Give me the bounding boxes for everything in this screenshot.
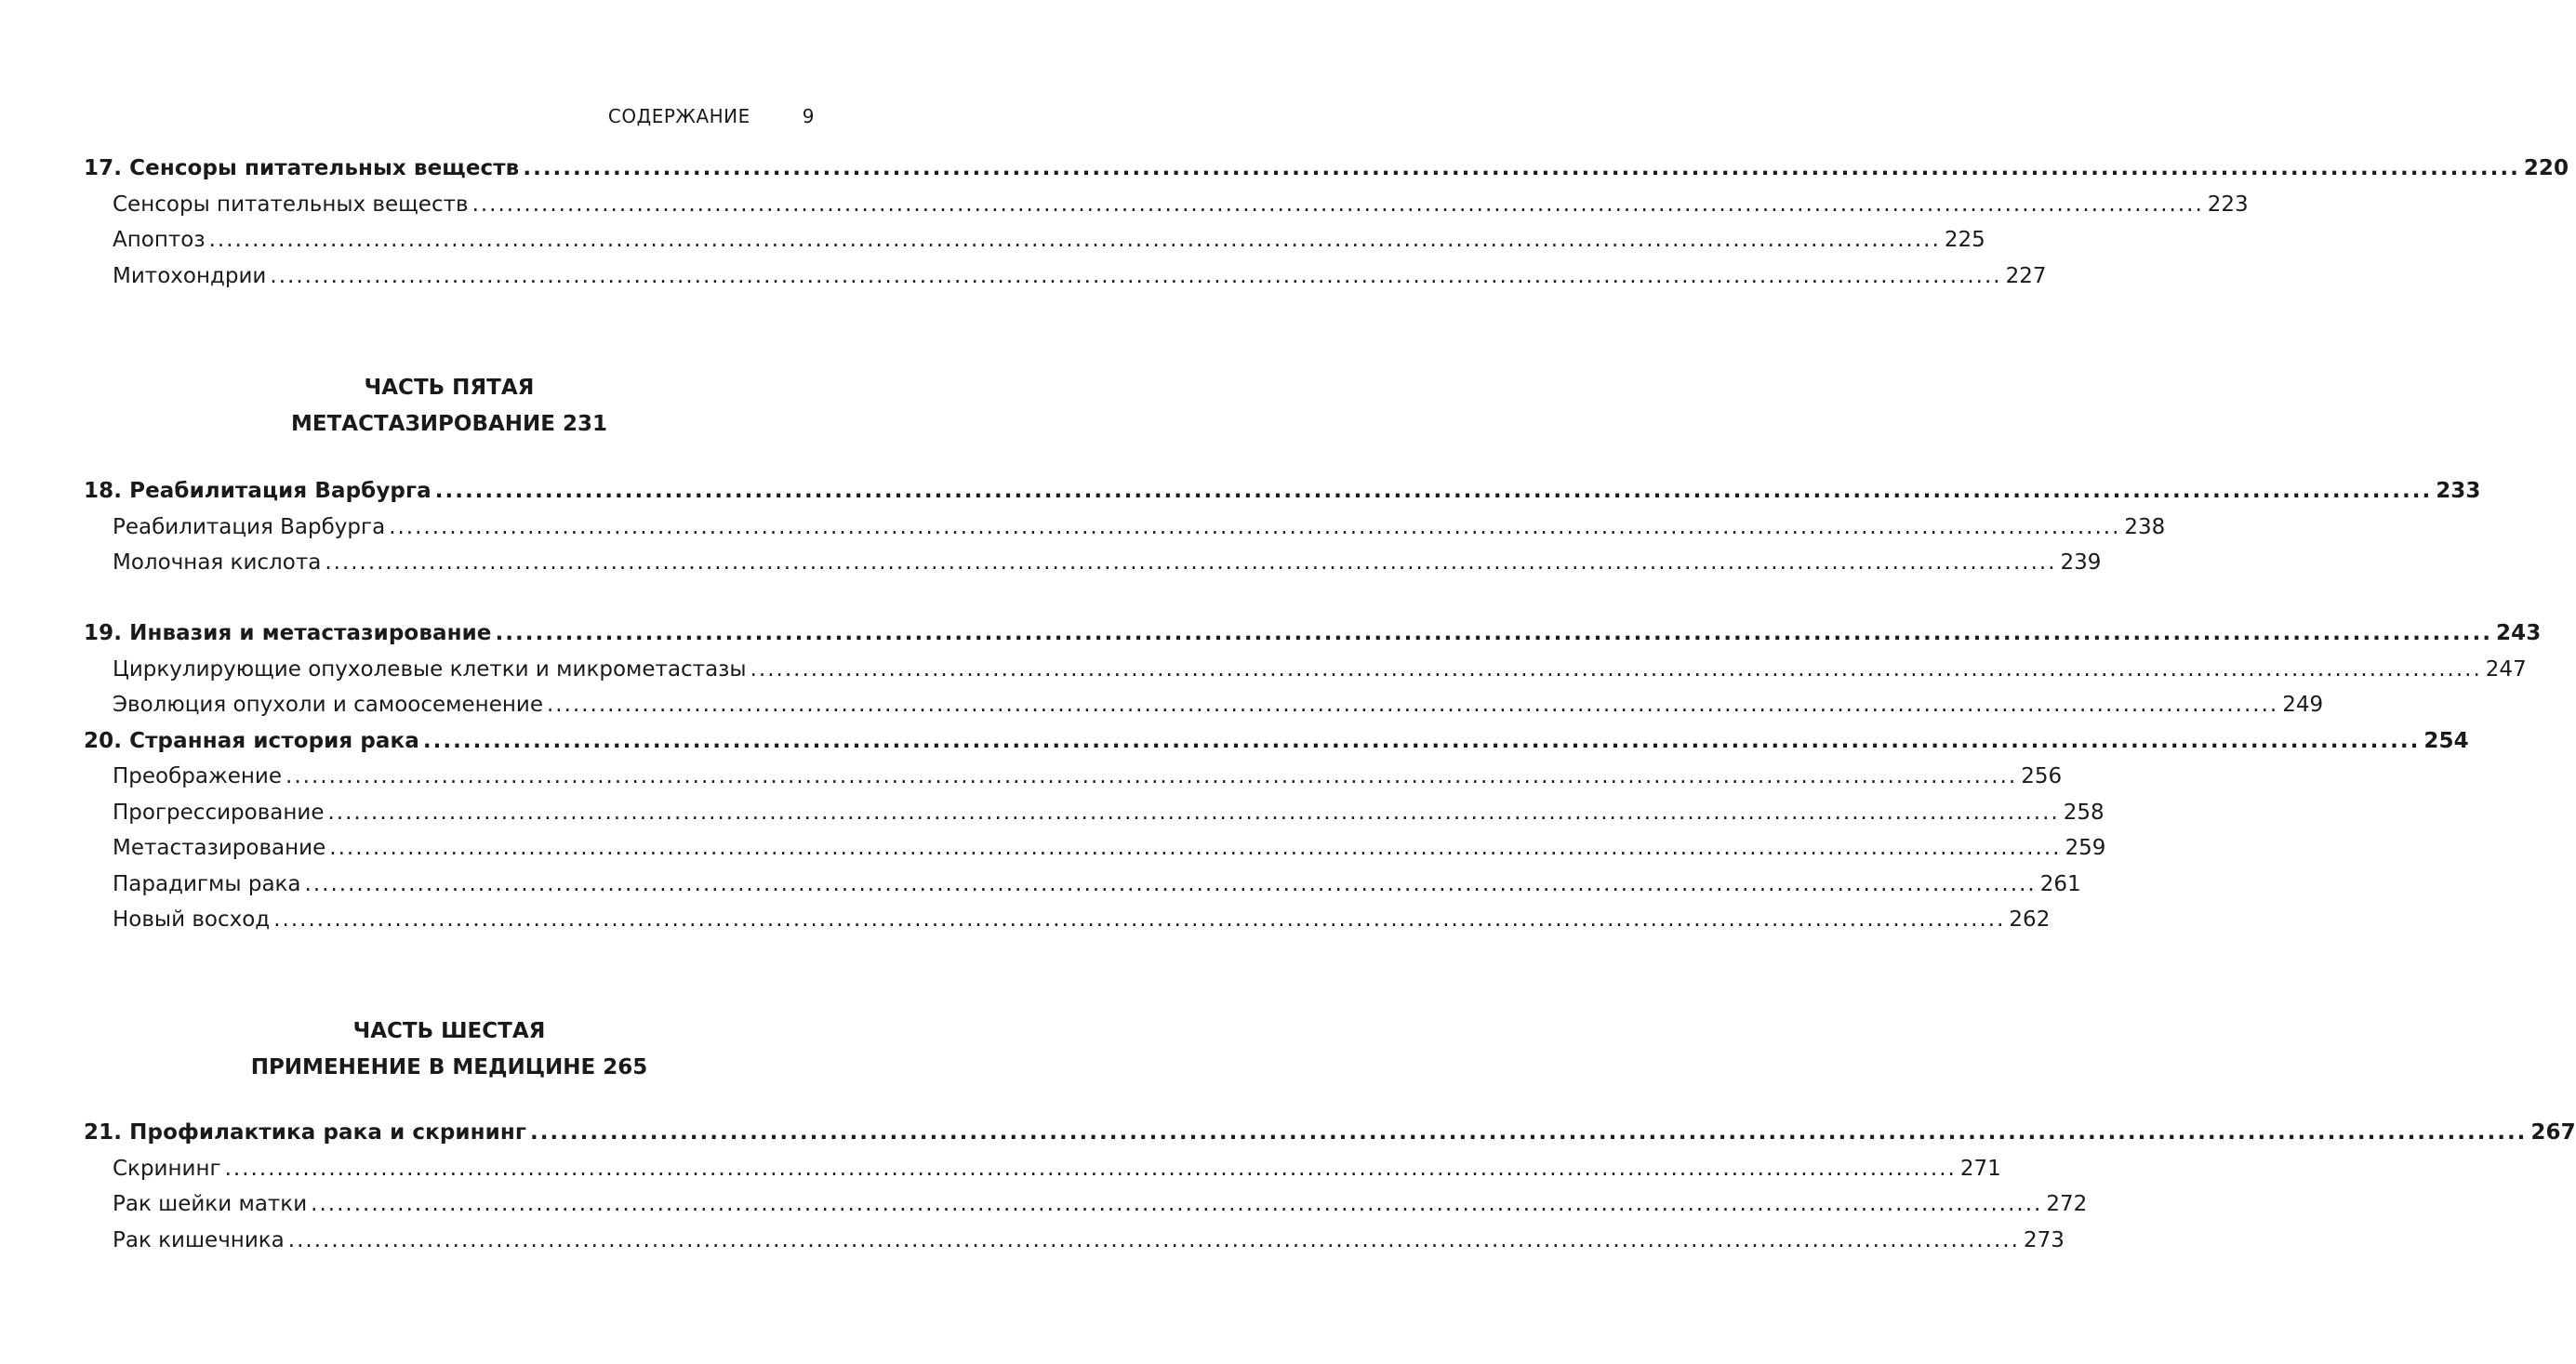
dot-leader: ........................................................................................................................................................................................................ [285, 764, 2018, 788]
dot-leader: ........................................................................................................................................................................................................ [311, 1192, 2043, 1216]
dot-leader: ........................................................................................................................................................................................................ [224, 1156, 1957, 1181]
dot-leader: ........................................................................................................................................................................................................ [523, 156, 2520, 180]
toc-subentry[interactable] [84, 263, 2047, 300]
toc-subentry-page: 249 [2282, 693, 2324, 717]
toc-subentry[interactable] [84, 693, 2324, 729]
dot-leader: ........................................................................................................................................................................................................ [287, 1227, 2020, 1252]
dot-leader: ........................................................................................................................................................................................................ [495, 621, 2492, 645]
toc-subentry-title: Реабилитация Варбурга [113, 514, 386, 539]
toc-chapter-page: 220 [2523, 156, 2569, 180]
toc-subentry-page: 261 [2039, 871, 2081, 896]
toc-chapter-title: 17. Сенсоры питательных веществ [84, 156, 520, 180]
toc-subentry[interactable] [84, 1227, 2065, 1265]
dot-leader: ........................................................................................................................................................................................................ [329, 836, 2062, 860]
toc-chapter-title: 18. Реабилитация Варбурга [84, 479, 432, 503]
toc-subentry-title: Скрининг [113, 1156, 221, 1181]
toc-chapter-entry[interactable] [84, 479, 2481, 515]
toc-subentry-page: 262 [2009, 907, 2051, 932]
toc-subentry[interactable] [84, 836, 2106, 872]
part-subtitle: ПРИМЕНЕНИЕ В МЕДИЦИНЕ 265 [250, 1055, 648, 1079]
running-head [84, 105, 815, 127]
toc-subentry-page: 259 [2065, 836, 2106, 860]
toc-subentry-title: Новый восход [113, 907, 271, 932]
toc-subentry-title: Митохондрии [113, 263, 267, 288]
toc-chapter-entry[interactable] [84, 1120, 2576, 1157]
toc-subentry[interactable] [84, 228, 1985, 264]
toc-subentry-page: 247 [2485, 656, 2527, 682]
toc-subentry-title: Парадигмы рака [113, 871, 301, 896]
toc-chapter-title: 19. Инвазия и метастазирование [84, 621, 492, 645]
running-head-page-number: 9 [802, 105, 815, 127]
dot-leader: ........................................................................................................................................................................................................ [529, 1120, 2528, 1145]
toc-section-chapter-17 [84, 156, 2569, 299]
toc-section-chapter-18 [84, 479, 2481, 587]
toc-chapter-entry[interactable] [84, 728, 2469, 765]
toc-subentry[interactable] [84, 800, 2105, 837]
toc-subentry-page: 239 [2060, 550, 2102, 575]
toc-subentry[interactable] [84, 1192, 2088, 1228]
toc-subentry-page: 256 [2021, 764, 2063, 788]
toc-subentry[interactable] [84, 656, 2527, 694]
toc-subentry-page: 258 [2063, 800, 2105, 825]
toc-subentry[interactable] [84, 514, 2166, 551]
toc-subentry-title: Эволюция опухоли и самоосеменение [113, 693, 543, 717]
toc-chapter-entry[interactable] [84, 621, 2542, 657]
toc-subentry-title: Метастазирование [113, 836, 326, 860]
toc-subentry-title: Преображение [113, 764, 283, 788]
toc-chapter-page: 267 [2530, 1120, 2576, 1145]
dot-leader: ........................................................................................................................................................................................................ [327, 800, 2060, 825]
toc-subentry-title: Апоптоз [113, 228, 206, 252]
toc-subentry[interactable] [84, 550, 2102, 587]
toc-subentry-page: 273 [2023, 1227, 2065, 1252]
toc-subentry[interactable] [84, 1156, 2001, 1193]
toc-subentry-page: 238 [2124, 514, 2166, 539]
part-heading-six [84, 1013, 815, 1086]
toc-subentry-page: 271 [1959, 1156, 2001, 1181]
toc-subentry-title: Прогрессирование [113, 800, 325, 825]
toc-subentry-page: 225 [1944, 228, 1985, 252]
toc-subentry[interactable] [84, 871, 2081, 908]
dot-leader: ........................................................................................................................................................................................................ [208, 228, 1941, 252]
toc-subentry-title: Молочная кислота [113, 550, 322, 575]
toc-subentry-page: 272 [2046, 1192, 2088, 1216]
toc-section-chapters-19-20 [84, 621, 2542, 944]
toc-chapter-page: 254 [2423, 728, 2469, 753]
dot-leader: ........................................................................................................................................................................................................ [422, 728, 2421, 753]
toc-chapter-page: 243 [2495, 621, 2542, 645]
toc-subentry-title: Сенсоры питательных веществ [113, 192, 469, 217]
dot-leader: ........................................................................................................................................................................................................ [434, 479, 2433, 503]
toc-section-chapter-21 [84, 1120, 2576, 1264]
part-heading-five [84, 370, 815, 443]
toc-subentry-title: Рак шейки матки [113, 1192, 308, 1216]
dot-leader: ........................................................................................................................................................................................................ [546, 693, 2279, 717]
toc-subentry-title: Рак кишечника [113, 1227, 285, 1252]
toc-chapter-page: 233 [2436, 479, 2481, 503]
dot-leader: ........................................................................................................................................................................................................ [270, 263, 2002, 288]
part-title: ЧАСТЬ ПЯТАЯ [364, 376, 535, 400]
dot-leader: ........................................................................................................................................................................................................ [325, 550, 2057, 575]
running-head-title: СОДЕРЖАНИЕ [607, 105, 750, 127]
toc-subentry-page: 223 [2207, 192, 2249, 217]
toc-chapter-title: 20. Странная история рака [84, 728, 419, 753]
toc-subentry[interactable] [84, 764, 2063, 801]
dot-leader: ........................................................................................................................................................................................................ [471, 192, 2204, 217]
toc-subentry[interactable] [84, 192, 2249, 229]
toc-chapter-title: 21. Профилактика рака и скрининг [84, 1120, 526, 1145]
dot-leader: ........................................................................................................................................................................................................ [389, 514, 2121, 539]
toc-subentry[interactable] [84, 907, 2051, 944]
toc-subentry-title: Циркулирующие опухолевые клетки и микрометастазы [113, 656, 747, 682]
part-title: ЧАСТЬ ШЕСТАЯ [352, 1019, 546, 1043]
toc-subentry-page: 227 [2005, 263, 2047, 288]
dot-leader: ........................................................................................................................................................................................................ [750, 656, 2482, 682]
toc-chapter-entry[interactable] [84, 156, 2569, 192]
dot-leader: ........................................................................................................................................................................................................ [304, 871, 2037, 896]
dot-leader: ........................................................................................................................................................................................................ [273, 907, 2006, 932]
part-subtitle: МЕТАСТАЗИРОВАНИЕ 231 [290, 412, 607, 436]
